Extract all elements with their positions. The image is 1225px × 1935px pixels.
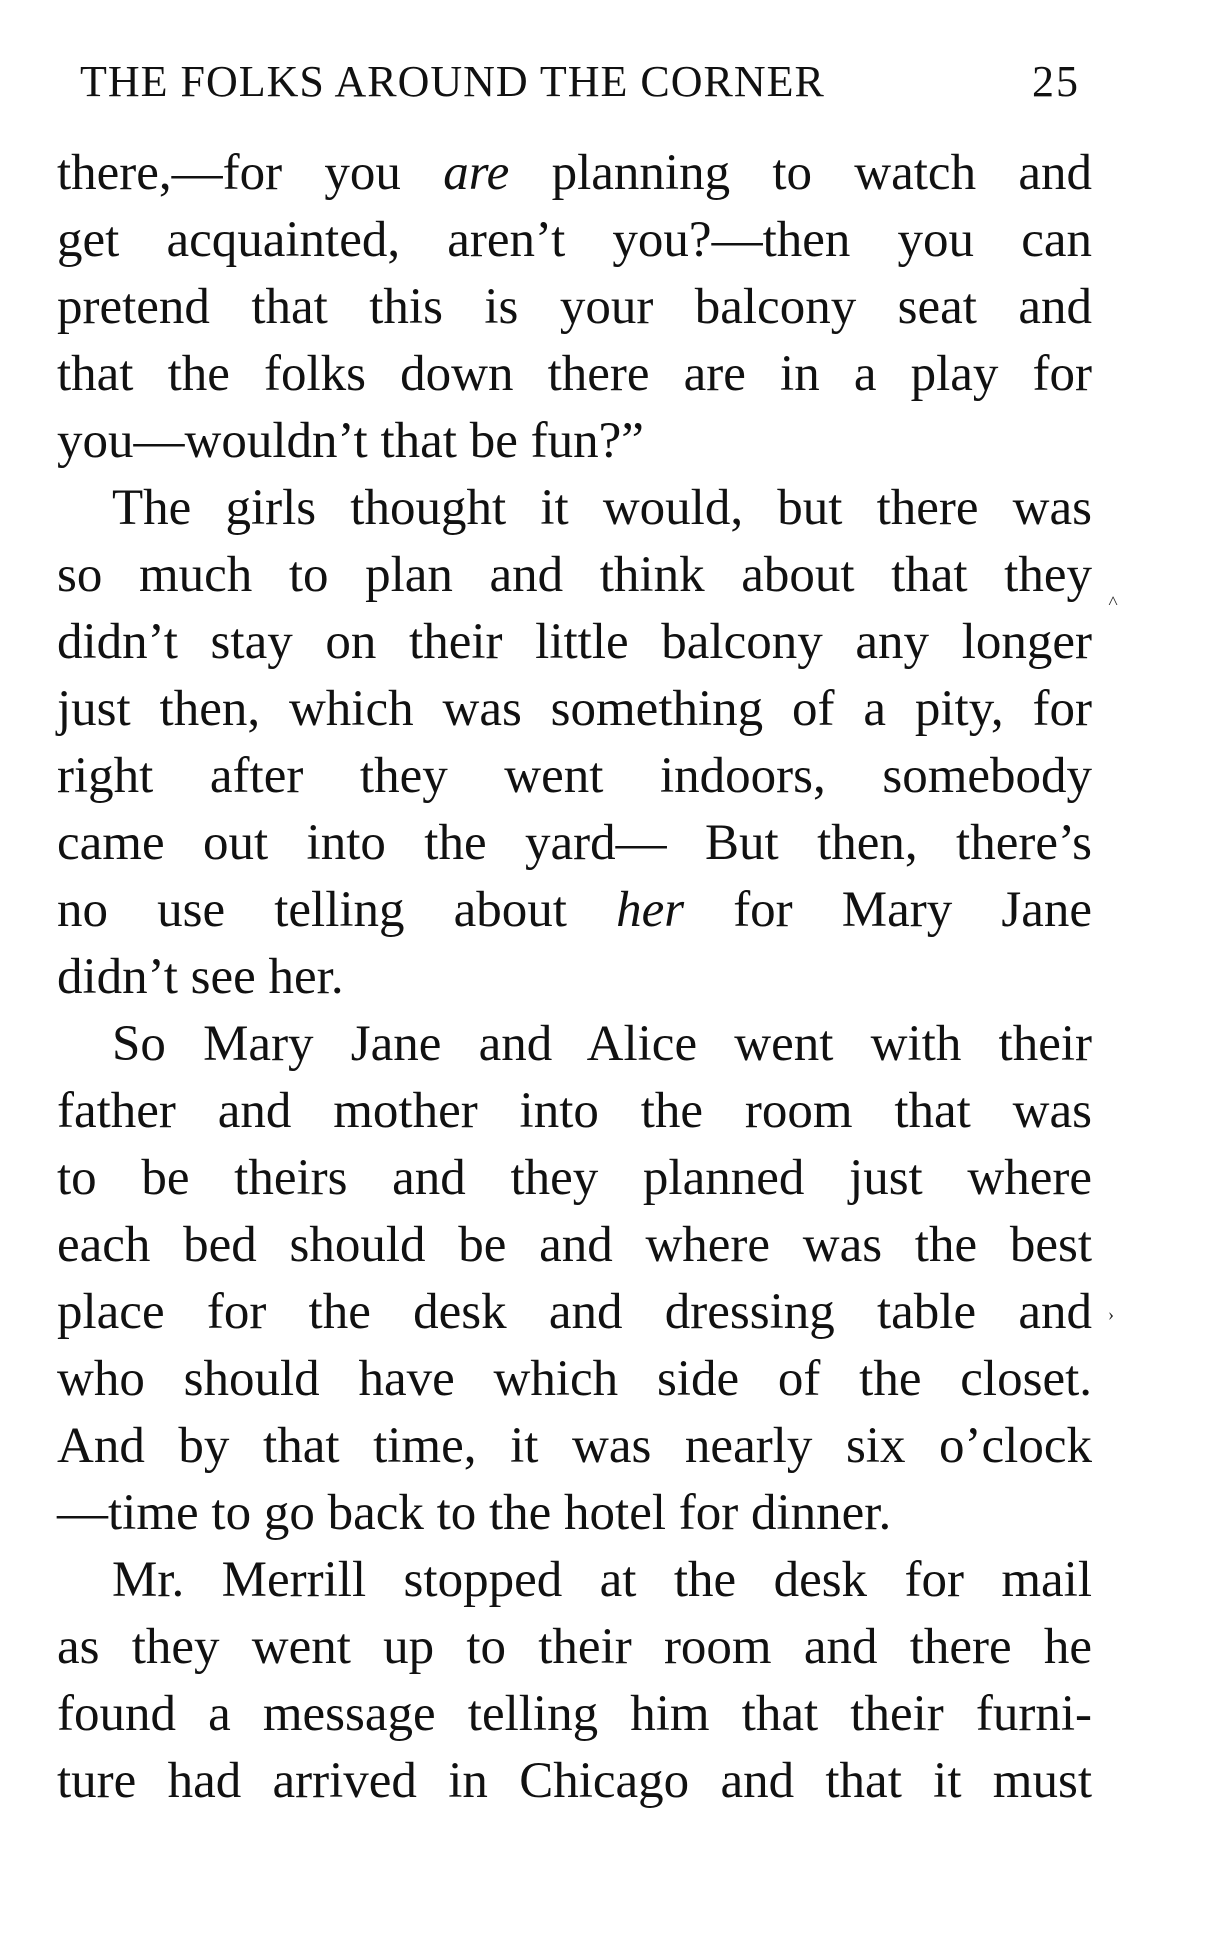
text-line bbox=[57, 1547, 1092, 1614]
text-line bbox=[57, 140, 1092, 207]
text-segment: for Mary Jane bbox=[684, 882, 1092, 938]
text-line bbox=[57, 609, 1092, 676]
text-segment: place for the desk and dressing table and bbox=[57, 1284, 1092, 1340]
text-line bbox=[57, 475, 1092, 542]
paragraph bbox=[57, 140, 1092, 475]
text-line bbox=[57, 1212, 1092, 1279]
text-line bbox=[57, 944, 1092, 1011]
text-segment: there,—for you bbox=[57, 145, 444, 201]
italic-text: are bbox=[443, 145, 510, 201]
margin-mark: ˄ bbox=[1108, 591, 1119, 611]
paragraph bbox=[57, 475, 1092, 1011]
text-line bbox=[57, 408, 1092, 475]
text-segment: And by that time, it was nearly six o’clock bbox=[57, 1418, 1092, 1474]
page-number: 25 bbox=[1032, 57, 1080, 106]
text-segment: father and mother into the room that was bbox=[57, 1083, 1092, 1139]
text-segment: pretend that this is your balcony seat and bbox=[57, 279, 1092, 335]
text-line bbox=[57, 1011, 1092, 1078]
text-segment: no use telling about bbox=[57, 882, 617, 938]
text-line bbox=[57, 274, 1092, 341]
paragraph bbox=[57, 1547, 1092, 1815]
text-line bbox=[57, 1614, 1092, 1681]
text-segment: just then, which was something of a pity, for bbox=[57, 681, 1092, 737]
text-line bbox=[57, 676, 1092, 743]
text-segment: ture had arrived in Chicago and that it must bbox=[57, 1753, 1092, 1809]
text-segment: came out into the yard— But then, there’s bbox=[57, 815, 1092, 871]
text-segment: found a message telling him that their furni- bbox=[57, 1686, 1092, 1742]
text-line bbox=[57, 1413, 1092, 1480]
text-line bbox=[57, 810, 1092, 877]
text-segment: as they went up to their room and there he bbox=[57, 1619, 1092, 1675]
text-segment: each bed should be and where was the best bbox=[57, 1217, 1092, 1273]
text-line bbox=[57, 1346, 1092, 1413]
text-segment: The girls thought it would, but there was bbox=[112, 480, 1092, 536]
paragraph bbox=[57, 1011, 1092, 1547]
text-segment: to be theirs and they planned just where bbox=[57, 1150, 1092, 1206]
text-line bbox=[57, 341, 1092, 408]
text-line bbox=[57, 207, 1092, 274]
text-segment: didn’t see her. bbox=[57, 949, 344, 1005]
text-segment: didn’t stay on their little balcony any longer bbox=[57, 614, 1092, 670]
text-segment: So Mary Jane and Alice went with their bbox=[112, 1016, 1092, 1072]
text-segment: planning to watch and bbox=[509, 145, 1092, 201]
text-line bbox=[57, 743, 1092, 810]
text-segment: who should have which side of the closet. bbox=[57, 1351, 1092, 1407]
margin-mark: › bbox=[1108, 1304, 1114, 1324]
text-segment: so much to plan and think about that they bbox=[57, 547, 1092, 603]
text-line bbox=[57, 1748, 1092, 1815]
text-line bbox=[57, 1480, 1092, 1547]
text-segment: get acquainted, aren’t you?—then you can bbox=[57, 212, 1092, 268]
text-line bbox=[57, 1279, 1092, 1346]
text-line bbox=[57, 1145, 1092, 1212]
running-head bbox=[80, 52, 1080, 112]
text-segment: Mr. Merrill stopped at the desk for mail bbox=[112, 1552, 1092, 1608]
text-line bbox=[57, 1681, 1092, 1748]
text-line bbox=[57, 542, 1092, 609]
text-segment: right after they went indoors, somebody bbox=[57, 748, 1092, 804]
running-head-title: THE FOLKS AROUND THE CORNER bbox=[80, 57, 825, 106]
body-text bbox=[57, 140, 1092, 1815]
text-line bbox=[57, 1078, 1092, 1145]
text-segment: —time to go back to the hotel for dinner. bbox=[57, 1485, 892, 1541]
text-segment: that the folks down there are in a play for bbox=[57, 346, 1092, 402]
text-segment: you—wouldn’t that be fun?” bbox=[57, 413, 644, 469]
text-line bbox=[57, 877, 1092, 944]
italic-text: her bbox=[616, 882, 685, 938]
